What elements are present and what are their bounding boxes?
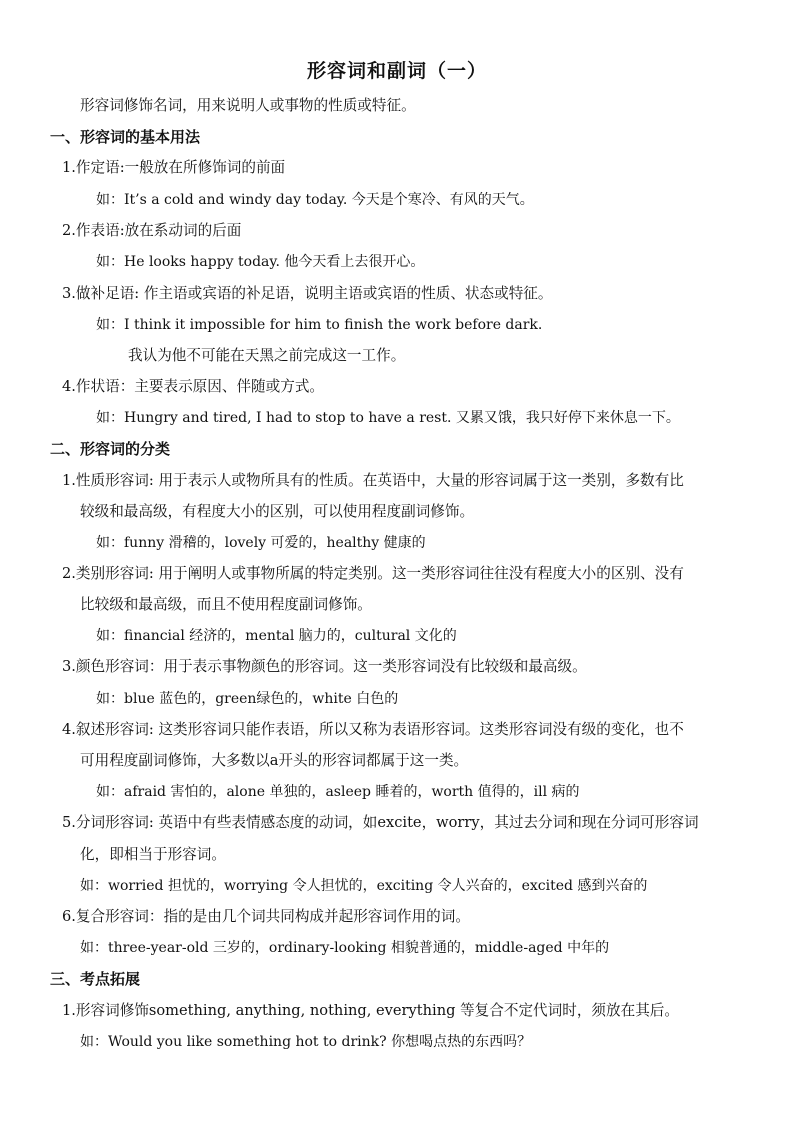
intro-text: 形容词修饰名词，用来说明人或事物的性质或特征。 [80,97,416,114]
category-item-continued: 化，即相当于形容词。 [80,846,226,863]
example-text: 如：Hungry and tired, I had to stop to have a rest. 又累又饿，我只好停下来休息一下。 [96,410,680,426]
extension-item: 1.形容词修饰something, anything, nothing, everything 等复合不定代词时，须放在其后。 [62,1002,679,1019]
section-heading: 二、形容词的分类 [50,440,171,458]
section-heading: 一、形容词的基本用法 [50,128,201,146]
category-item: 2.类别形容词: 用于阐明人或事物所属的特定类别。这一类形容词往往没有程度大小的区别、没有 [62,565,684,582]
category-item-continued: 较级和最高级，有程度大小的区别，可以使用程度副词修饰。 [80,503,475,520]
category-item-continued: 可用程度副词修饰，大多数以a开头的形容词都属于这一类。 [80,752,469,769]
category-item: 6.复合形容词：指的是由几个词共同构成并起形容词作用的词。 [62,908,470,925]
category-item: 5.分词形容词: 英语中有些表情感态度的动词，如excite，worry，其过去分词和现在分词可形容词 [62,814,699,831]
category-item: 3.颜色形容词：用于表示事物颜色的形容词。这一类形容词没有比较级和最高级。 [62,658,587,675]
usage-item: 2.作表语:放在系动词的后面 [62,222,242,239]
example-text: 如：He looks happy today. 他今天看上去很开心。 [96,254,425,270]
section-heading: 三、考点拓展 [50,970,141,988]
example-text: 如：financial 经济的，mental 脑力的，cultural 文化的 [96,628,457,644]
example-text: 如：afraid 害怕的，alone 单独的，asleep 睡着的，worth 值得的，ill 病的 [96,784,580,800]
example-text: 如：worried 担忧的，worrying 令人担忧的，exciting 令人兴奋的，excited 感到兴奋的 [80,878,648,894]
usage-item: 3.做补足语: 作主语或宾语的补足语，说明主语或宾语的性质、状态或特征。 [62,285,553,302]
category-item: 4.叙述形容词: 这类形容词只能作表语，所以又称为表语形容词。这类形容词没有级的变化，也不 [62,721,684,738]
usage-item: 4.作状语：主要表示原因、伴随或方式。 [62,378,325,395]
example-text: 如：funny 滑稽的，lovely 可爱的，healthy 健康的 [96,535,426,551]
category-item: 1.性质形容词: 用于表示人或物所具有的性质。在英语中，大量的形容词属于这一类别，多数有比 [62,472,684,489]
usage-item: 1.作定语:一般放在所修饰词的前面 [62,159,286,176]
example-text: 如：Would you like something hot to drink? 你想喝点热的东西吗？ [80,1034,532,1050]
example-text: 如：I think it impossible for him to finish the work before dark. [96,317,543,333]
category-item-continued: 比较级和最高级，而且不使用程度副词修饰。 [80,596,372,613]
example-text: 如：It’s a cold and windy day today. 今天是个寒冷、有风的天气。 [96,192,534,208]
example-text: 如：three-year-old 三岁的，ordinary-looking 相貌普通的，middle-aged 中年的 [80,940,610,956]
example-text: 如：blue 蓝色的，green绿色的，white 白色的 [96,691,399,707]
example-translation: 我认为他不可能在天黑之前完成这一工作。 [128,347,406,364]
page-title: 形容词和副词（一） [306,60,487,82]
